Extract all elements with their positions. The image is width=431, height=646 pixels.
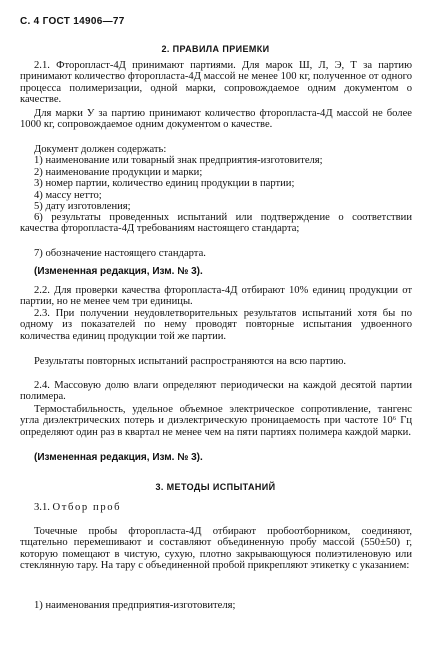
paragraph-thermostability: Термостабильность, удельное объемное электрическое сопротивление, тангенс угла диэлектрических потерь и диэлектрическую проницаемость при частоте 10⁶ Гц определяют один раз в квартал не менее чем на пяти партиях полимера каждой марки. bbox=[20, 404, 412, 438]
paragraph-3-1-title bbox=[34, 502, 121, 513]
clause-number: 3.1. bbox=[34, 502, 50, 513]
list-item: 2) наименование продукции и марки; bbox=[34, 167, 203, 178]
page-header: С. 4 ГОСТ 14906—77 bbox=[20, 16, 125, 27]
section-2-heading: 2. ПРАВИЛА ПРИЕМКИ bbox=[161, 44, 270, 54]
paragraph-repeat-results: Результаты повторных испытаний распространяются на всю партию. bbox=[34, 356, 347, 367]
paragraph-point-samples: Точечные пробы фторопласта-4Д отбирают пробоотборником, соединяют, тщательно перемешивают и составляют объединенную пробу массой (550±50) г, которую помещают в чистую, сухую, плотно закрывающуюся полиэтиленовую или стеклянную тару. На тару с объединенной пробой прикрепляют этикетку с указанием: bbox=[20, 526, 412, 571]
paragraph-2-3: 2.3. При получении неудовлетворительных результатов испытаний хотя бы по одному из показателей по нему проводят повторные испытания удвоенного количества единиц продукции той же партии. bbox=[20, 308, 412, 342]
amendment-note: (Измененная редакция, Изм. № 3). bbox=[34, 452, 203, 463]
section-3-heading: 3. МЕТОДЫ ИСПЫТАНИЙ bbox=[155, 482, 276, 492]
clause-title: Отбор проб bbox=[52, 502, 122, 513]
paragraph-2-2: 2.2. Для проверки качества фторопласта-4Д отбирают 10% единиц продукции от партии, но не менее чем три единицы. bbox=[20, 285, 412, 308]
list-item: 5) дату изготовления; bbox=[34, 201, 131, 212]
paragraph-2-4: 2.4. Массовую долю влаги определяют периодически на каждой десятой партии полимера. bbox=[20, 380, 412, 403]
list-item: 6) результаты проведенных испытаний или подтверждение о соответствии качества фторопласта-4Д требованиям настоящего стандарта; bbox=[20, 212, 412, 235]
paragraph-2-1: 2.1. Фторопласт-4Д принимают партиями. Для марок Ш, Л, Э, Т за партию принимают количество фторопласта-4Д массой не менее 100 кг, полученное от одного процесса полимеризации, одной марки, сопровождаемое одним документом о качестве. bbox=[20, 60, 412, 105]
list-item: 4) массу нетто; bbox=[34, 190, 102, 201]
list-item: 1) наименование или товарный знак предприятия-изготовителя; bbox=[34, 155, 323, 166]
document-contents-intro: Документ должен содержать: bbox=[34, 144, 167, 155]
list-item: 3) номер партии, количество единиц продукции в партии; bbox=[34, 178, 295, 189]
paragraph-marka-u: Для марки У за партию принимают количество фторопласта-4Д массой не более 1000 кг, сопровождаемое одним документом о качестве. bbox=[20, 108, 412, 131]
amendment-note: (Измененная редакция, Изм. № 3). bbox=[34, 266, 203, 277]
list-item: 1) наименования предприятия-изготовителя; bbox=[34, 600, 236, 611]
list-item: 7) обозначение настоящего стандарта. bbox=[34, 248, 206, 259]
